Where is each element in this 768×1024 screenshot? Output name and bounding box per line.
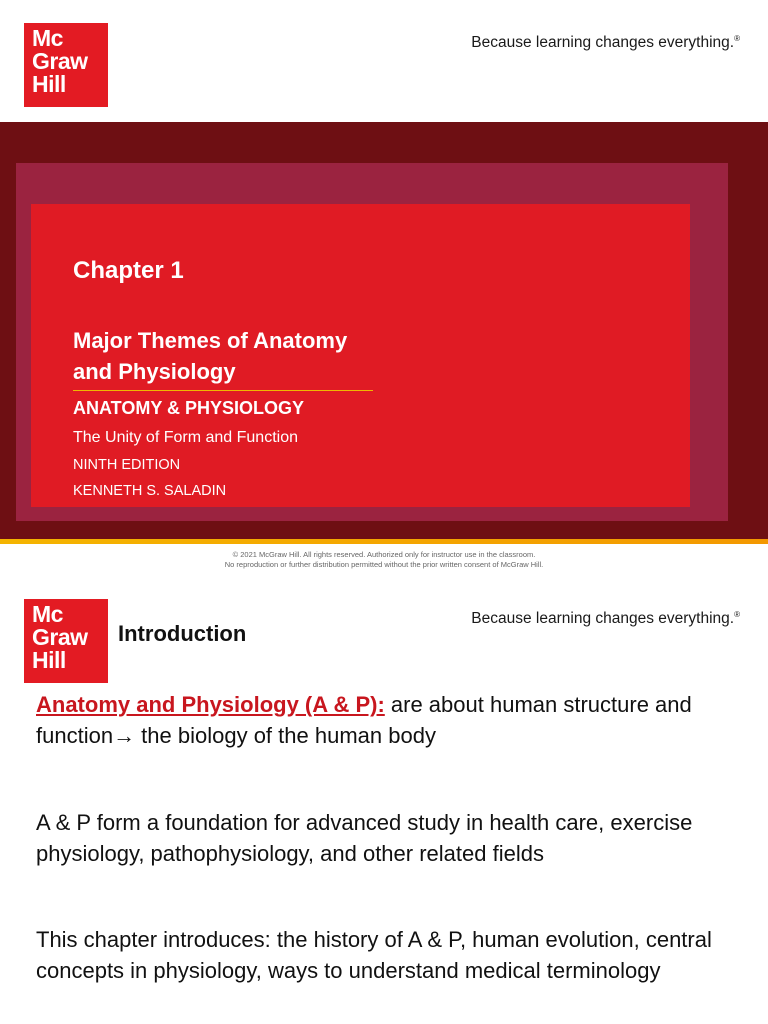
mcgraw-hill-logo bbox=[24, 599, 108, 683]
logo-text-graw: Graw bbox=[32, 624, 88, 650]
copyright-line-2: No reproduction or further distribution permitted without the prior written consent of McGraw Hill. bbox=[224, 560, 544, 569]
paragraph-chapter-overview: This chapter introduces: the history of A & P, human evolution, central concepts in physiology, ways to understand medical terminology bbox=[36, 927, 712, 983]
copyright-line-1: © 2021 McGraw Hill. All rights reserved. Authorized only for instructor use in the classroom. bbox=[232, 550, 536, 559]
slide-title: Introduction bbox=[118, 621, 247, 646]
title-divider bbox=[73, 390, 373, 391]
chapter-title bbox=[73, 325, 413, 387]
paragraph-definition bbox=[36, 689, 746, 751]
logo-text-mc: Mc bbox=[32, 25, 63, 51]
paragraph-foundation: A & P form a foundation for advanced study in health care, exercise physiology, pathophysiology, and other related fields bbox=[36, 810, 693, 866]
logo-text-hill: Hill bbox=[32, 647, 66, 673]
paragraph-text: are about human structure and function bbox=[36, 692, 692, 748]
arrow-icon: → bbox=[113, 723, 136, 748]
edition: NINTH EDITION bbox=[73, 457, 181, 473]
tagline-text: Because learning changes everything. bbox=[471, 610, 735, 628]
chapter-number: Chapter 1 bbox=[73, 257, 184, 284]
logo-text-hill: Hill bbox=[32, 71, 66, 97]
mcgraw-hill-logo bbox=[24, 23, 108, 107]
book-title: ANATOMY & PHYSIOLOGY bbox=[73, 398, 305, 418]
book-subtitle: The Unity of Form and Function bbox=[73, 429, 298, 446]
paragraph-text: the biology of the human body bbox=[135, 723, 436, 748]
registered-mark: ® bbox=[734, 34, 740, 43]
accent-bar bbox=[0, 539, 768, 544]
key-term: Anatomy and Physiology (A & P): bbox=[36, 692, 385, 717]
registered-mark: ® bbox=[734, 610, 740, 619]
chapter-title-line-1: Major Themes of Anatomy bbox=[73, 328, 348, 353]
tagline bbox=[471, 34, 740, 52]
author: KENNETH S. SALADIN bbox=[73, 483, 227, 499]
tagline bbox=[471, 610, 740, 628]
logo-text-graw: Graw bbox=[32, 48, 88, 74]
copyright-notice bbox=[0, 550, 768, 570]
tagline-text: Because learning changes everything. bbox=[471, 34, 735, 52]
logo-text-mc: Mc bbox=[32, 601, 63, 627]
chapter-title-line-2: and Physiology bbox=[73, 359, 236, 384]
